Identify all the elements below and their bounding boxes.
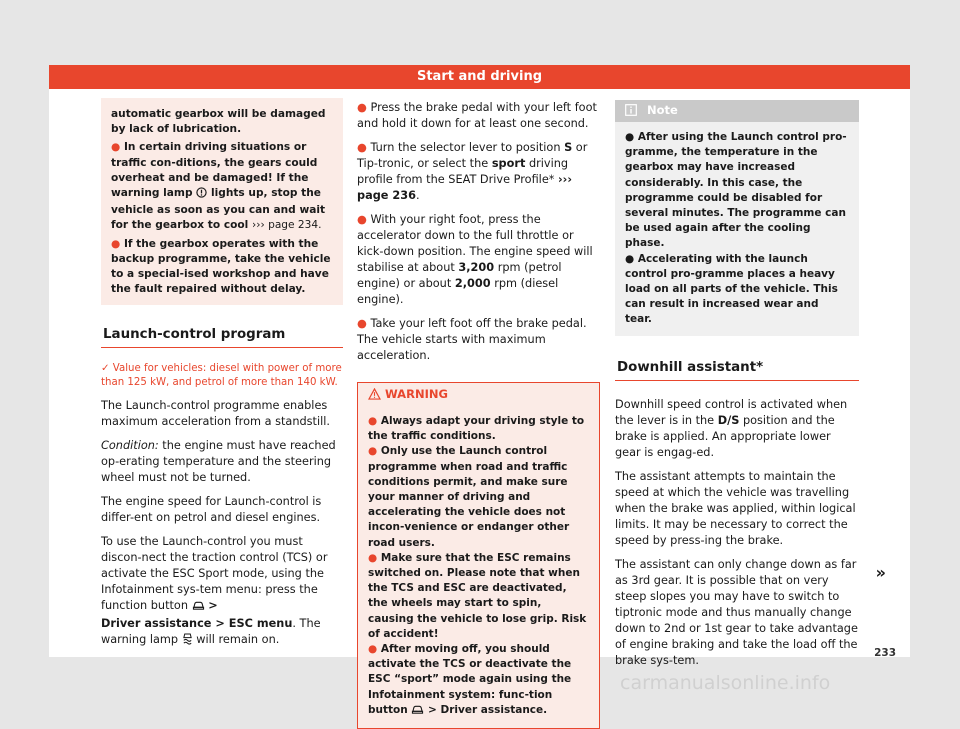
- section-body: [615, 397, 859, 669]
- note-body: [615, 122, 859, 336]
- note-header: Note: [615, 100, 859, 122]
- paragraph: Downhill speed control is activated when the lever is in the D/S position and the brake is applied. An appropriate lower gear is engag-ed.: [615, 397, 848, 459]
- section-title-downhill-assistant: Downhill assistant*: [615, 360, 859, 381]
- column-left: [101, 89, 343, 658]
- availability-note: ✓ Value for vehicles: diesel with power of more than 125 kW, and petrol of more than 140 kW.: [101, 363, 342, 389]
- warning-item: ● Make sure that the ESC remains switched on. Please note that when the TCS and ESC are deactivated, the wheels may start to spin, causing the vehicle to lose grip. Risk of accident!: [368, 551, 587, 640]
- warning-box: [357, 382, 600, 729]
- info-icon: [625, 104, 637, 119]
- column-right: [615, 89, 859, 677]
- page-reference-link[interactable]: ››› page 234.: [252, 219, 322, 232]
- section-title-launch-control: Launch-control program: [101, 327, 343, 348]
- car-menu-icon: [192, 600, 205, 616]
- paragraph: Condition: the engine must have reached op-erating temperature and the steering wheel must not be turned.: [101, 439, 336, 485]
- note-item: ● Accelerating with the launch control pro-gramme places a heavy load on all parts of the vehicle. This can result in increased wear and tear.: [625, 252, 838, 326]
- watermark-text: carmanualsonline.info: [620, 672, 831, 694]
- warning-item: ● Only use the Launch control programme when road and traffic conditions permit, and make sure your manner of driving and accelerating the vehicle does not incon-venience or endanger other road users.: [368, 445, 570, 549]
- section-body: [101, 398, 343, 650]
- warning-body: [358, 408, 599, 728]
- list-item: ● Take your left foot off the brake pedal. The vehicle starts with maximum acceleration.: [357, 317, 587, 362]
- page-number: 233: [874, 647, 896, 659]
- paragraph: The assistant can only change down as far as 3rd gear. It is possible that on very steep slopes you may have to switch to tiptronic mode and thus manually change down to 2nd or 1st gear to take advantage of engine braking and take the load off the brake sys-tem.: [615, 557, 858, 667]
- list-item: ● Press the brake pedal with your left foot and hold it down for at least one second.: [357, 101, 597, 130]
- list-item: ● With your right foot, press the accelerator down to the full throttle or kick-down position. The engine speed will stabilise at about 3,200 rpm (petrol engine) or about 2,000 rpm (diesel engine).: [357, 213, 593, 306]
- note-box: [615, 100, 859, 336]
- note-item: ● After using the Launch control pro-gramme, the temperature in the gearbox may have increased considerably. In this case, the programme could be disabled for several minutes. The programme can be used again after the cooling phase.: [625, 131, 847, 250]
- paragraph: The assistant attempts to maintain the speed at which the vehicle was travelling when the brake was applied, within logical limits. It may be necessary to correct the speed by press-ing the brake.: [615, 469, 856, 547]
- check-icon: ✓: [101, 363, 113, 375]
- box-bullet: ● In certain driving situations or traffic con-ditions, the gears could overheat and be damaged! If the warning lamp lights up, stop the vehicle as soon as you can and wait for the gearbox to cool ››› page 234.: [111, 141, 326, 232]
- warning-header: WARNING: [358, 383, 599, 408]
- car-menu-icon: [411, 704, 424, 720]
- gearbox-warning-icon: [196, 187, 207, 203]
- paragraph: The engine speed for Launch-control is differ-ent on petrol and diesel engines.: [101, 495, 322, 525]
- continue-marker: »: [875, 563, 886, 582]
- list-item: ● Turn the selector lever to position S or Tip-tronic, or select the sport driving profile from the SEAT Drive Profile* ››› page 236.: [357, 141, 588, 202]
- chapter-header: Start and driving: [49, 65, 910, 89]
- warning-item: ● After moving off, you should activate the TCS or deactivate the ESC “sport” mode again using the Infotainment system: func-tion button > Driver assistance.: [368, 642, 589, 720]
- warning-continuation-box: [101, 98, 343, 305]
- box-text: automatic gearbox will be damaged by lack of lubrication.: [111, 108, 326, 136]
- paragraph: To use the Launch-control you must discon-nect the traction control (TCS) or activate the ESC Sport mode, using the Infotainment sys-tem menu: press the function button > Driver assistance > ESC menu. The warning lamp will remain on.: [101, 534, 343, 650]
- bullet-icon: ●: [111, 237, 124, 250]
- bullet-icon: ●: [111, 141, 124, 154]
- page-reference-link[interactable]: ››› page 236: [357, 173, 572, 202]
- warning-item: ● Always adapt your driving style to the traffic conditions.: [368, 415, 585, 443]
- warning-triangle-icon: [368, 388, 381, 403]
- box-bullet: ● If the gearbox operates with the backup programme, take the vehicle to a special-ised workshop and have the fault repaired without delay.: [111, 237, 331, 296]
- esc-off-icon: [182, 633, 193, 650]
- column-middle: [357, 89, 600, 729]
- steps-list: [357, 100, 600, 364]
- paragraph: The Launch-control programme enables maximum acceleration from a standstill.: [101, 399, 330, 429]
